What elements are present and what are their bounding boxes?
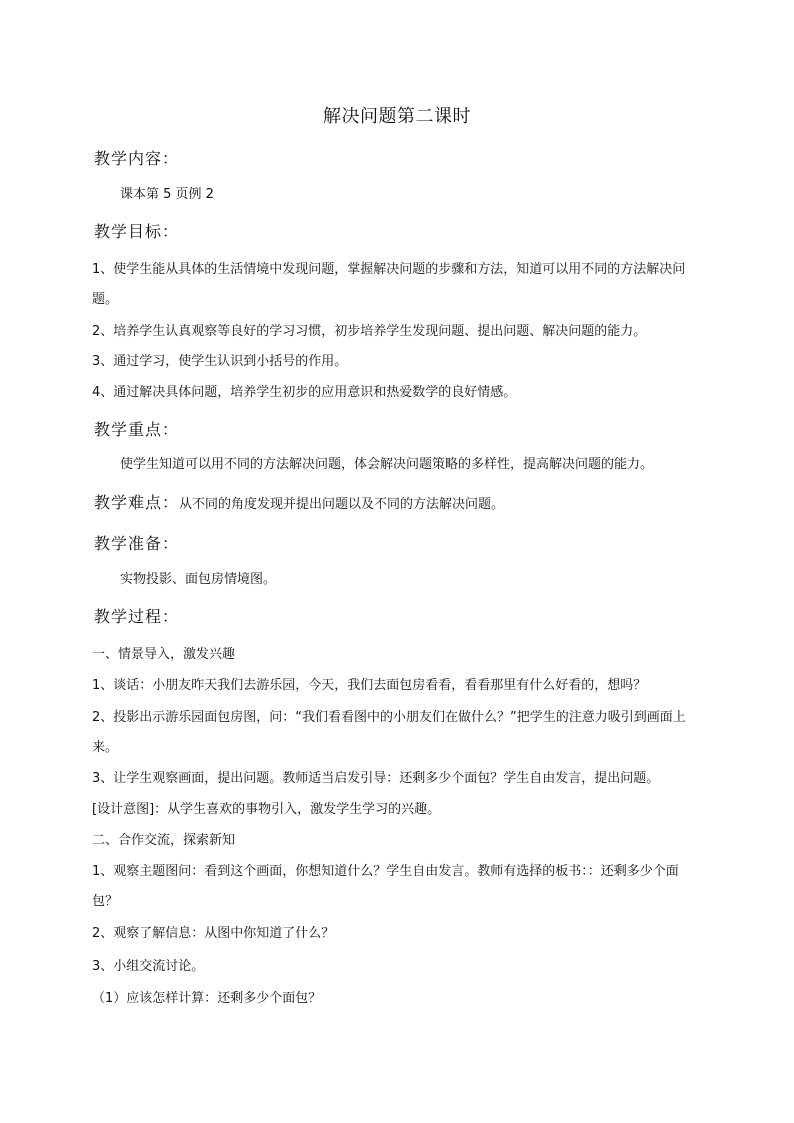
process-part1-item-3: 3、让学生观察画面，提出问题。教师适当启发引导：还剩多少个面包？学生自由发言，提出问题。 — [92, 771, 660, 786]
difficulties-heading: 教学难点： — [94, 493, 180, 512]
process-part1-item-1: 1、谈话：小朋友昨天我们去游乐园，今天，我们去面包房看看，看看那里有什么好看的，想吗？ — [92, 678, 647, 693]
process-part2-item-2: 2、观察了解信息：从图中你知道了什么？ — [92, 926, 335, 941]
goal-item-4: 4、通过解决具体问题，培养学生初步的应用意识和热爱数学的良好情感。 — [92, 385, 517, 400]
process-part2-item-1: 1、观察主题图问：看到这个画面，你想知道什么？学生自由发言。教师有选择的板书：：还剩多少个面包？ — [92, 864, 679, 909]
process-part1-item-2: 2、投影出示游乐园面包房图，问：“我们看看图中的小朋友们在做什么？”把学生的注意力吸引到画面上来。 — [92, 710, 686, 755]
goal-item-2: 2、培养学生认真观察等良好的学习习惯，初步培养学生发现问题、提出问题、解决问题的能力。 — [92, 324, 647, 339]
process-part1-title: 一、情景导入，激发兴趣 — [92, 647, 236, 662]
content-body: 课本第 5 页例 2 — [120, 187, 214, 202]
process-part2-item-4: （1）应该怎样计算：还剩多少个面包？ — [92, 991, 322, 1006]
content-heading: 教学内容： — [94, 149, 180, 168]
process-part2-item-3: 3、小组交流讨论。 — [92, 959, 205, 974]
key-points-body: 使学生知道可以用不同的方法解决问题，体会解决问题策略的多样性，提高解决问题的能力。 — [120, 457, 654, 472]
process-part1-design-intent: [设计意图]：从学生喜欢的事物引入，激发学生学习的兴趣。 — [92, 802, 441, 817]
key-points-heading: 教学重点： — [94, 420, 180, 439]
preparation-heading: 教学准备： — [94, 534, 180, 553]
document-title: 解决问题第二课时 — [323, 106, 471, 127]
goals-heading: 教学目标： — [94, 222, 180, 241]
preparation-body: 实物投影、面包房情境图。 — [120, 572, 277, 587]
process-part2-title: 二、合作交流，探索新知 — [92, 833, 236, 848]
process-heading: 教学过程： — [94, 607, 180, 626]
difficulties-body: 从不同的角度发现并提出问题以及不同的方法解决问题。 — [179, 497, 505, 512]
goal-item-1: 1、使学生能从具体的生活情境中发现问题，掌握解决问题的步骤和方法，知道可以用不同的方法解决问题。 — [92, 262, 686, 307]
goal-item-3: 3、通过学习，使学生认识到小括号的作用。 — [92, 354, 348, 369]
difficulties-row — [94, 491, 504, 517]
